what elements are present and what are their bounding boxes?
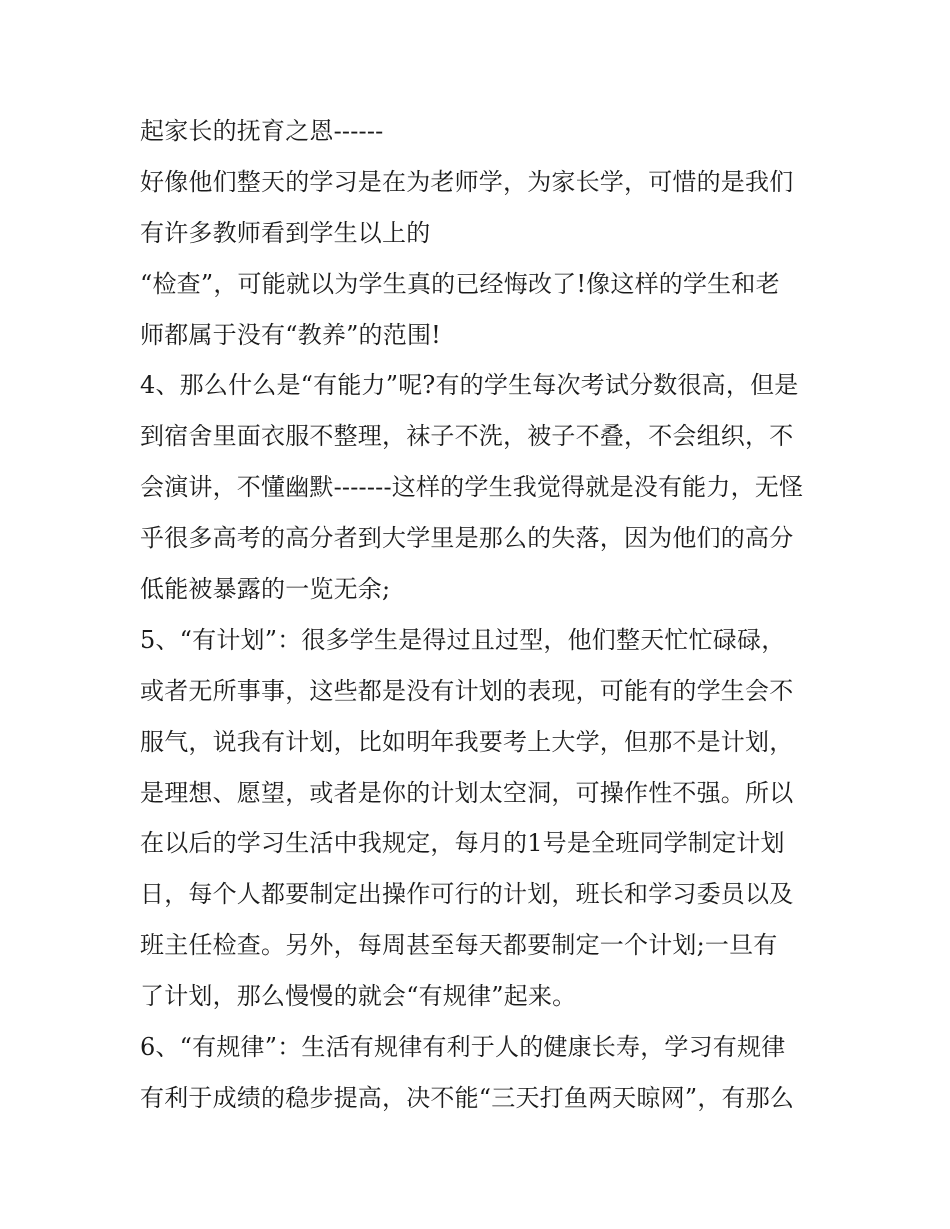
text-line: “检查”，可能就以为学生真的已经悔改了!像这样的学生和老 (140, 269, 780, 298)
text-line: 是理想、愿望，或者是你的计划太空洞，可操作性不强。所以 (140, 778, 794, 807)
text-line: 在以后的学习生活中我规定，每月的1号是全班同学制定计划 (140, 829, 785, 858)
text-line: 服气，说我有计划，比如明年我要考上大学，但那不是计划， (140, 727, 794, 756)
text-line: 有利于成绩的稳步提高，决不能“三天打鱼两天晾网”，有那么 (140, 1083, 795, 1112)
text-line: 起家长的抚育之恩------ (140, 117, 384, 145)
text-line: 会演讲，不懂幽默-------这样的学生我觉得就是没有能力，无怪 (140, 473, 804, 502)
text-line: 了计划，那么慢慢的就会“有规律”起来。 (140, 982, 577, 1011)
text-line: 班主任检查。另外，每周甚至每天都要制定一个计划;一旦有 (140, 931, 778, 960)
text-line: 5、“有计划”：很多学生是得过且过型，他们整天忙忙碌碌， (140, 625, 786, 654)
text-line: 日，每个人都要制定出操作可行的计划，班长和学习委员以及 (140, 880, 794, 909)
text-line: 乎很多高考的高分者到大学里是那么的失落，因为他们的高分 (140, 524, 794, 553)
document-body (140, 106, 820, 1124)
text-line: 低能被暴露的一览无余; (140, 575, 391, 604)
text-line: 有许多教师看到学生以上的 (140, 218, 431, 247)
text-line: 或者无所事事，这些都是没有计划的表现，可能有的学生会不 (140, 676, 794, 705)
text-line: 好像他们整天的学习是在为老师学，为家长学，可惜的是我们 (140, 167, 794, 196)
text-line: 到宿舍里面衣服不整理，袜子不洗，被子不叠，不会组织，不 (140, 422, 794, 451)
text-line: 4、那么什么是“有能力”呢?有的学生每次考试分数很高，但是 (140, 371, 799, 400)
text-line: 师都属于没有“教养”的范围! (140, 320, 441, 349)
text-line: 6、“有规律”：生活有规律有利于人的健康长寿，学习有规律 (140, 1033, 786, 1062)
